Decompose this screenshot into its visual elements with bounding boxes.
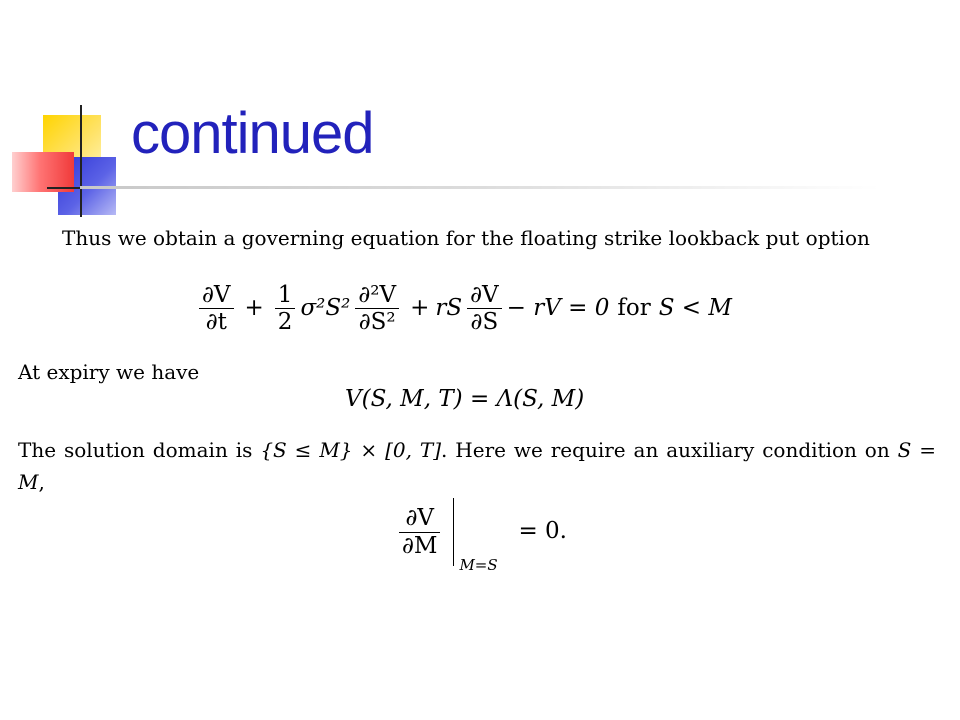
fraction-dv-ds: $\frac{\partial V}{\partial S}$ — [467, 282, 502, 336]
for-word: for — [617, 294, 651, 321]
domain-expression: {S ≤ M} × [0, T] — [260, 438, 442, 462]
equation-condition: S < M — [658, 294, 732, 321]
fraction-half: $\frac{1}{2}$ — [275, 282, 296, 336]
equation-payoff: V(S, M, T) = Λ(S, M) — [345, 386, 585, 412]
fraction-d2v-ds2: $\frac{\text{∂²V}}{\text{∂S²}}$ — [355, 282, 399, 336]
paragraph-intro: Thus we obtain a governing equation for the floating strike lookback put option — [62, 226, 870, 250]
slide-logo — [0, 95, 140, 220]
fraction-dv-dm: $\frac{\partial V}{\partial M}$ — [399, 505, 440, 559]
title-divider — [80, 186, 880, 189]
paragraph-expiry: At expiry we have — [18, 360, 200, 384]
paragraph-domain: The solution domain is {S ≤ M} × [0, T]. Here we require an auxiliary condition on S = M, — [18, 438, 936, 494]
equation-rest: − rV = 0 — [506, 294, 610, 321]
equation-black-scholes: $\frac{\partial V}{\partial t}$ + $\frac{1}{2}$ σ²S² $\frac{\text{∂²V}}{\text{∂S²}}$ + rS $\frac{\partial V}{\partial S}$ − rV = 0 for S < M — [194, 282, 732, 336]
evaluation-subscript: M=S — [459, 556, 498, 574]
boundary-condition: S = M — [18, 438, 936, 494]
fraction-dv-dt: $\frac{\partial V}{\partial t}$ — [199, 282, 234, 336]
evaluation-bar — [449, 498, 498, 574]
logo-vertical-line — [80, 105, 82, 217]
sigma-s-squared: σ²S² — [300, 294, 351, 321]
slide-title: continued — [131, 101, 374, 166]
equation-auxiliary-condition: $\frac{\partial V}{\partial M}$ M=S = 0. — [394, 498, 567, 566]
rs-term: rS — [435, 294, 463, 321]
logo-red-bar — [12, 152, 74, 192]
